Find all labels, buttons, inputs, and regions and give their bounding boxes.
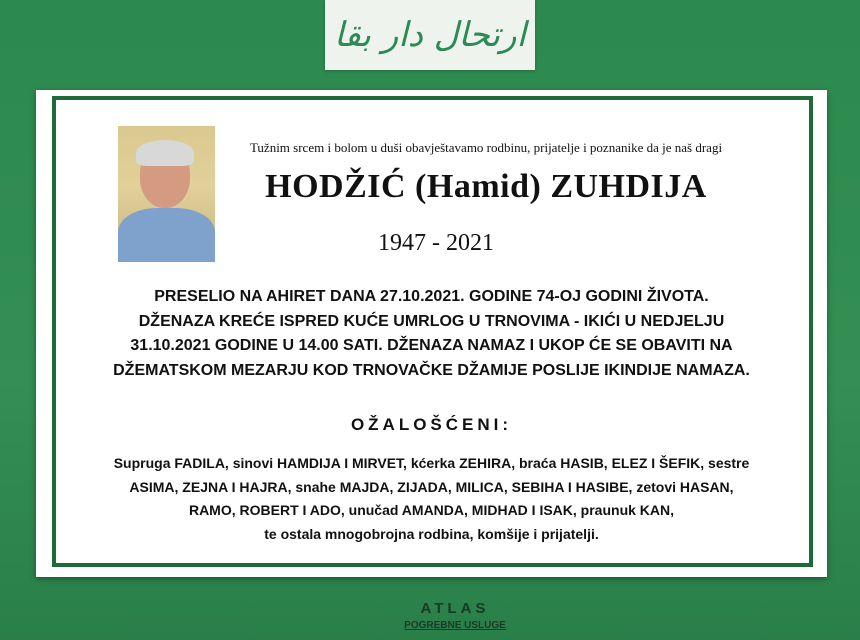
- mourners-heading: OŽALOŠĆENI:: [350, 415, 513, 434]
- announcement-line: DŽEMATSKOM MEZARJU KOD TRNOVAČKE DŽAMIJE POSLIJE IKINDIJE NAMAZA.: [113, 361, 750, 379]
- family-line: RAMO, ROBERT I ADO, unučad AMANDA, MIDHAD I ISAK, praunuk KAN,: [188, 502, 675, 518]
- family-list: [66, 452, 797, 546]
- announcement-block: [66, 285, 797, 383]
- brand-name: ATLAS: [420, 600, 490, 617]
- announcement-line: PRESELIO NA AHIRET DANA 27.10.2021. GODINE 74-OJ GODINI ŽIVOTA.: [154, 288, 709, 305]
- family-line: ASIMA, ZEJNA I HAJRA, snahe MAJDA, ZIJADA, MILICA, SEBIHA I HASIBE, zetovi HASAN,: [129, 478, 734, 495]
- life-years: 1947 - 2021: [378, 230, 494, 256]
- family-line: Supruga FADILA, sinovi HAMDIJA I MIRVET, kćerka ZEHIRA, braća HASIB, ELEZ I ŠEFIK, sestre: [113, 455, 750, 471]
- arabic-calligraphy: ارتحال دار بقا: [334, 15, 526, 55]
- brand-subtitle: POGREBNE USLUGE: [404, 620, 506, 631]
- intro-text: Tužnim srcem i bolom u duši obavještavamo rodbinu, prijatelje i poznanike da je naš dragi: [249, 140, 723, 155]
- portrait-photo: [118, 126, 215, 262]
- portrait-hair: [136, 140, 194, 166]
- announcement-line: 31.10.2021 GODINE U 14.00 SATI. DŽENAZA NAMAZ I UKOP ĆE SE OBAVITI NA: [130, 337, 733, 354]
- announcement-line: DŽENAZA KREĆE ISPRED KUĆE UMRLOG U TRNOVIMA - IKIĆI U NEDJELJU: [138, 312, 725, 330]
- family-line: te ostala mnogobrojna rodbina, komšije i prijatelji.: [264, 525, 599, 542]
- obituary-card: [36, 90, 827, 577]
- deceased-name: HODŽIĆ (Hamid) ZUHDIJA: [265, 168, 707, 205]
- portrait-shirt: [118, 208, 215, 262]
- arabic-calligraphy-plate: [325, 0, 535, 70]
